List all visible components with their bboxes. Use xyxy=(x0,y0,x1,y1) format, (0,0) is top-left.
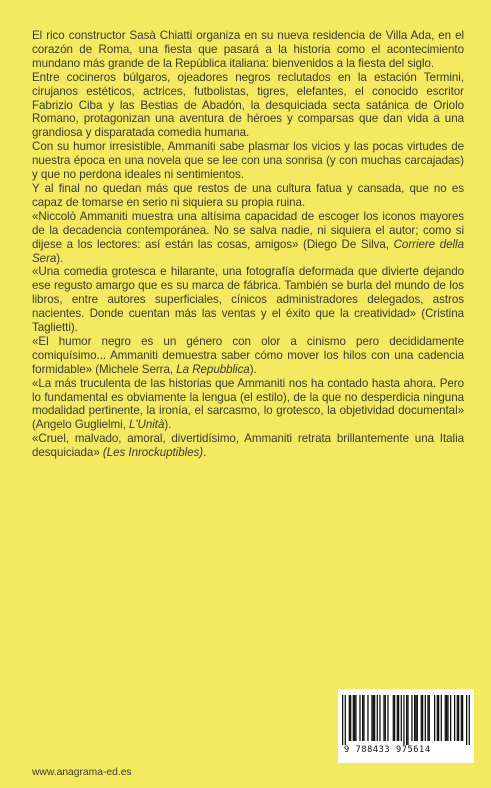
blurb-paragraph-4: Y al final no quedan más que restos de una cultura fatua y cansada, que no es capaz de tomarse en serio ni siquiera su propia ruina. xyxy=(32,181,464,209)
review-tail: ). xyxy=(164,418,172,432)
barcode-bar xyxy=(349,695,350,741)
barcode-bar xyxy=(450,695,451,741)
barcode-bar xyxy=(447,695,448,741)
barcode-bar xyxy=(415,695,416,741)
barcode-bar xyxy=(427,695,428,741)
barcode-bar xyxy=(462,695,463,741)
publisher-website: www.anagrama-ed.es xyxy=(32,767,132,778)
review-source: (Les Inrockuptibles) xyxy=(102,446,204,460)
barcode-bar xyxy=(441,695,442,741)
review-tail: ). xyxy=(249,362,257,376)
barcode-bar xyxy=(359,695,360,741)
barcode-bar xyxy=(422,695,423,741)
barcode-bar xyxy=(469,695,470,745)
barcode-bar xyxy=(437,695,438,741)
barcode-bar xyxy=(394,695,395,741)
review-tail: ). xyxy=(56,251,64,265)
barcode-bar xyxy=(403,695,404,745)
barcode-bar xyxy=(397,695,398,741)
barcode-bar xyxy=(371,695,372,741)
blurb-paragraph-2: Entre cocineros búlgaros, ojeadores negros reclutados en la estación Termini, cirujanos estéticos, actrices, futbolistas, tigres, elefantes, el conocido escritor Fabrizio Ciba y las Bestias de Abadón, la desquiciada secta satánica de Oriolo Romano, protagonizan una aventura de héroes y comparsas que dan vida a una grandiosa y disparatada comedia humana. xyxy=(32,70,464,140)
barcode-bar xyxy=(461,695,462,741)
barcode-bar xyxy=(411,695,412,741)
barcode-bar xyxy=(353,695,354,741)
barcode-bar xyxy=(406,695,407,745)
barcode-bar xyxy=(434,695,435,741)
review-quote xyxy=(32,265,464,335)
blurb-paragraph-1: El rico constructor Sasà Chiatti organiza en su nueva residencia de Villa Ada, en el corazón de Roma, una fiesta que pasará a la historia como el acontecimiento mundano más grande de la República italiana: bienvenidos a la fiesta del siglo. xyxy=(32,29,464,70)
barcode-bar xyxy=(345,695,346,745)
barcode-bar xyxy=(383,695,384,741)
barcode-bar xyxy=(401,695,402,741)
barcode-bar xyxy=(429,695,430,741)
barcode-bar xyxy=(350,695,351,741)
barcode-bars xyxy=(342,695,470,745)
barcode-bar xyxy=(407,695,408,745)
barcode-bar xyxy=(421,695,422,741)
barcode-bar xyxy=(342,695,343,745)
review-source: Corriere della Sera xyxy=(32,237,464,265)
review-text: «El humor negro es un género con olor a cinismo pero decididamente comiquísimo... Ammaniti demuestra saber cómo mover los hilos con una cadencia formidable» (Michele Serra, xyxy=(32,334,464,376)
barcode-bar xyxy=(373,695,374,741)
barcode-bar xyxy=(457,695,458,741)
barcode-bar xyxy=(398,695,399,741)
barcode-bar xyxy=(367,695,368,741)
isbn-barcode xyxy=(338,689,474,763)
barcode-bar xyxy=(363,695,364,741)
review-quote xyxy=(32,377,464,433)
barcode-bar xyxy=(458,695,459,741)
review-quote xyxy=(32,335,464,377)
barcode-bar xyxy=(425,695,426,741)
barcode-bar xyxy=(355,695,356,741)
blurb-paragraph-3: Con su humor irresistible, Ammaniti sabe plasmar los vicios y las pocas virtudes de nuestra época en una novela que se lee con una sonrisa (y con muchas carcajadas) y que no perdona ideales ni sentimientos. xyxy=(32,140,464,182)
barcode-bar xyxy=(354,695,355,741)
review-source: L'Unità xyxy=(129,418,165,432)
review-tail: . xyxy=(203,446,207,460)
barcode-bar xyxy=(379,695,380,741)
barcode-bar xyxy=(385,695,386,741)
review-text: «La más truculenta de las historias que Ammaniti nos ha contado hasta ahora. Pero lo fundamental es obviamente la lengua (el estilo), de la que no desperdicia ninguna modalidad pertinente, la ironía, el sarcasmo, lo grotesco, la objetividad documental» (Angelo Guglielmi, xyxy=(32,376,464,432)
review-text: «Una comedia grotesca e hilarante, una fotografía deformada que divierte dejando ese regusto amargo que es su marca de fábrica. También se burla del mundo de los libros, entre autores superficiales, cínicos administradores delegados, astros nacientes. Donde cuentan más las ventas y el éxito que la creatividad» (Cristina Taglietti). xyxy=(32,265,464,335)
barcode-bar xyxy=(454,695,455,741)
review-text: «Niccolò Ammaniti muestra una altísima capacidad de escoger los iconos mayores de la decadencia contemporánea. No se salva nadie, ni siquiera el autor; como si dijese a los lectores: así están las cosas, amigos» (Diego De Silva, xyxy=(32,209,464,251)
barcode-bar xyxy=(374,695,375,741)
barcode-bar xyxy=(438,695,439,741)
barcode-bar xyxy=(393,695,394,741)
review-text: «Cruel, malvado, amoral, divertidísimo, Ammaniti retrata brillantemente una Italia desquiciada» xyxy=(32,432,464,460)
barcode-bar xyxy=(377,695,378,741)
barcode-bar xyxy=(387,695,388,741)
review-quote xyxy=(32,432,464,460)
barcode-digits: 9 788433 975614 xyxy=(344,745,431,755)
back-cover-text xyxy=(32,29,464,460)
barcode-bar xyxy=(414,695,415,741)
barcode-bar xyxy=(446,695,447,741)
barcode-bar xyxy=(445,695,446,741)
review-quote xyxy=(32,210,464,266)
review-source: La Repubblica xyxy=(176,362,250,376)
barcode-bar xyxy=(466,695,467,745)
barcode-bar xyxy=(417,695,418,741)
barcode-bar xyxy=(362,695,363,741)
